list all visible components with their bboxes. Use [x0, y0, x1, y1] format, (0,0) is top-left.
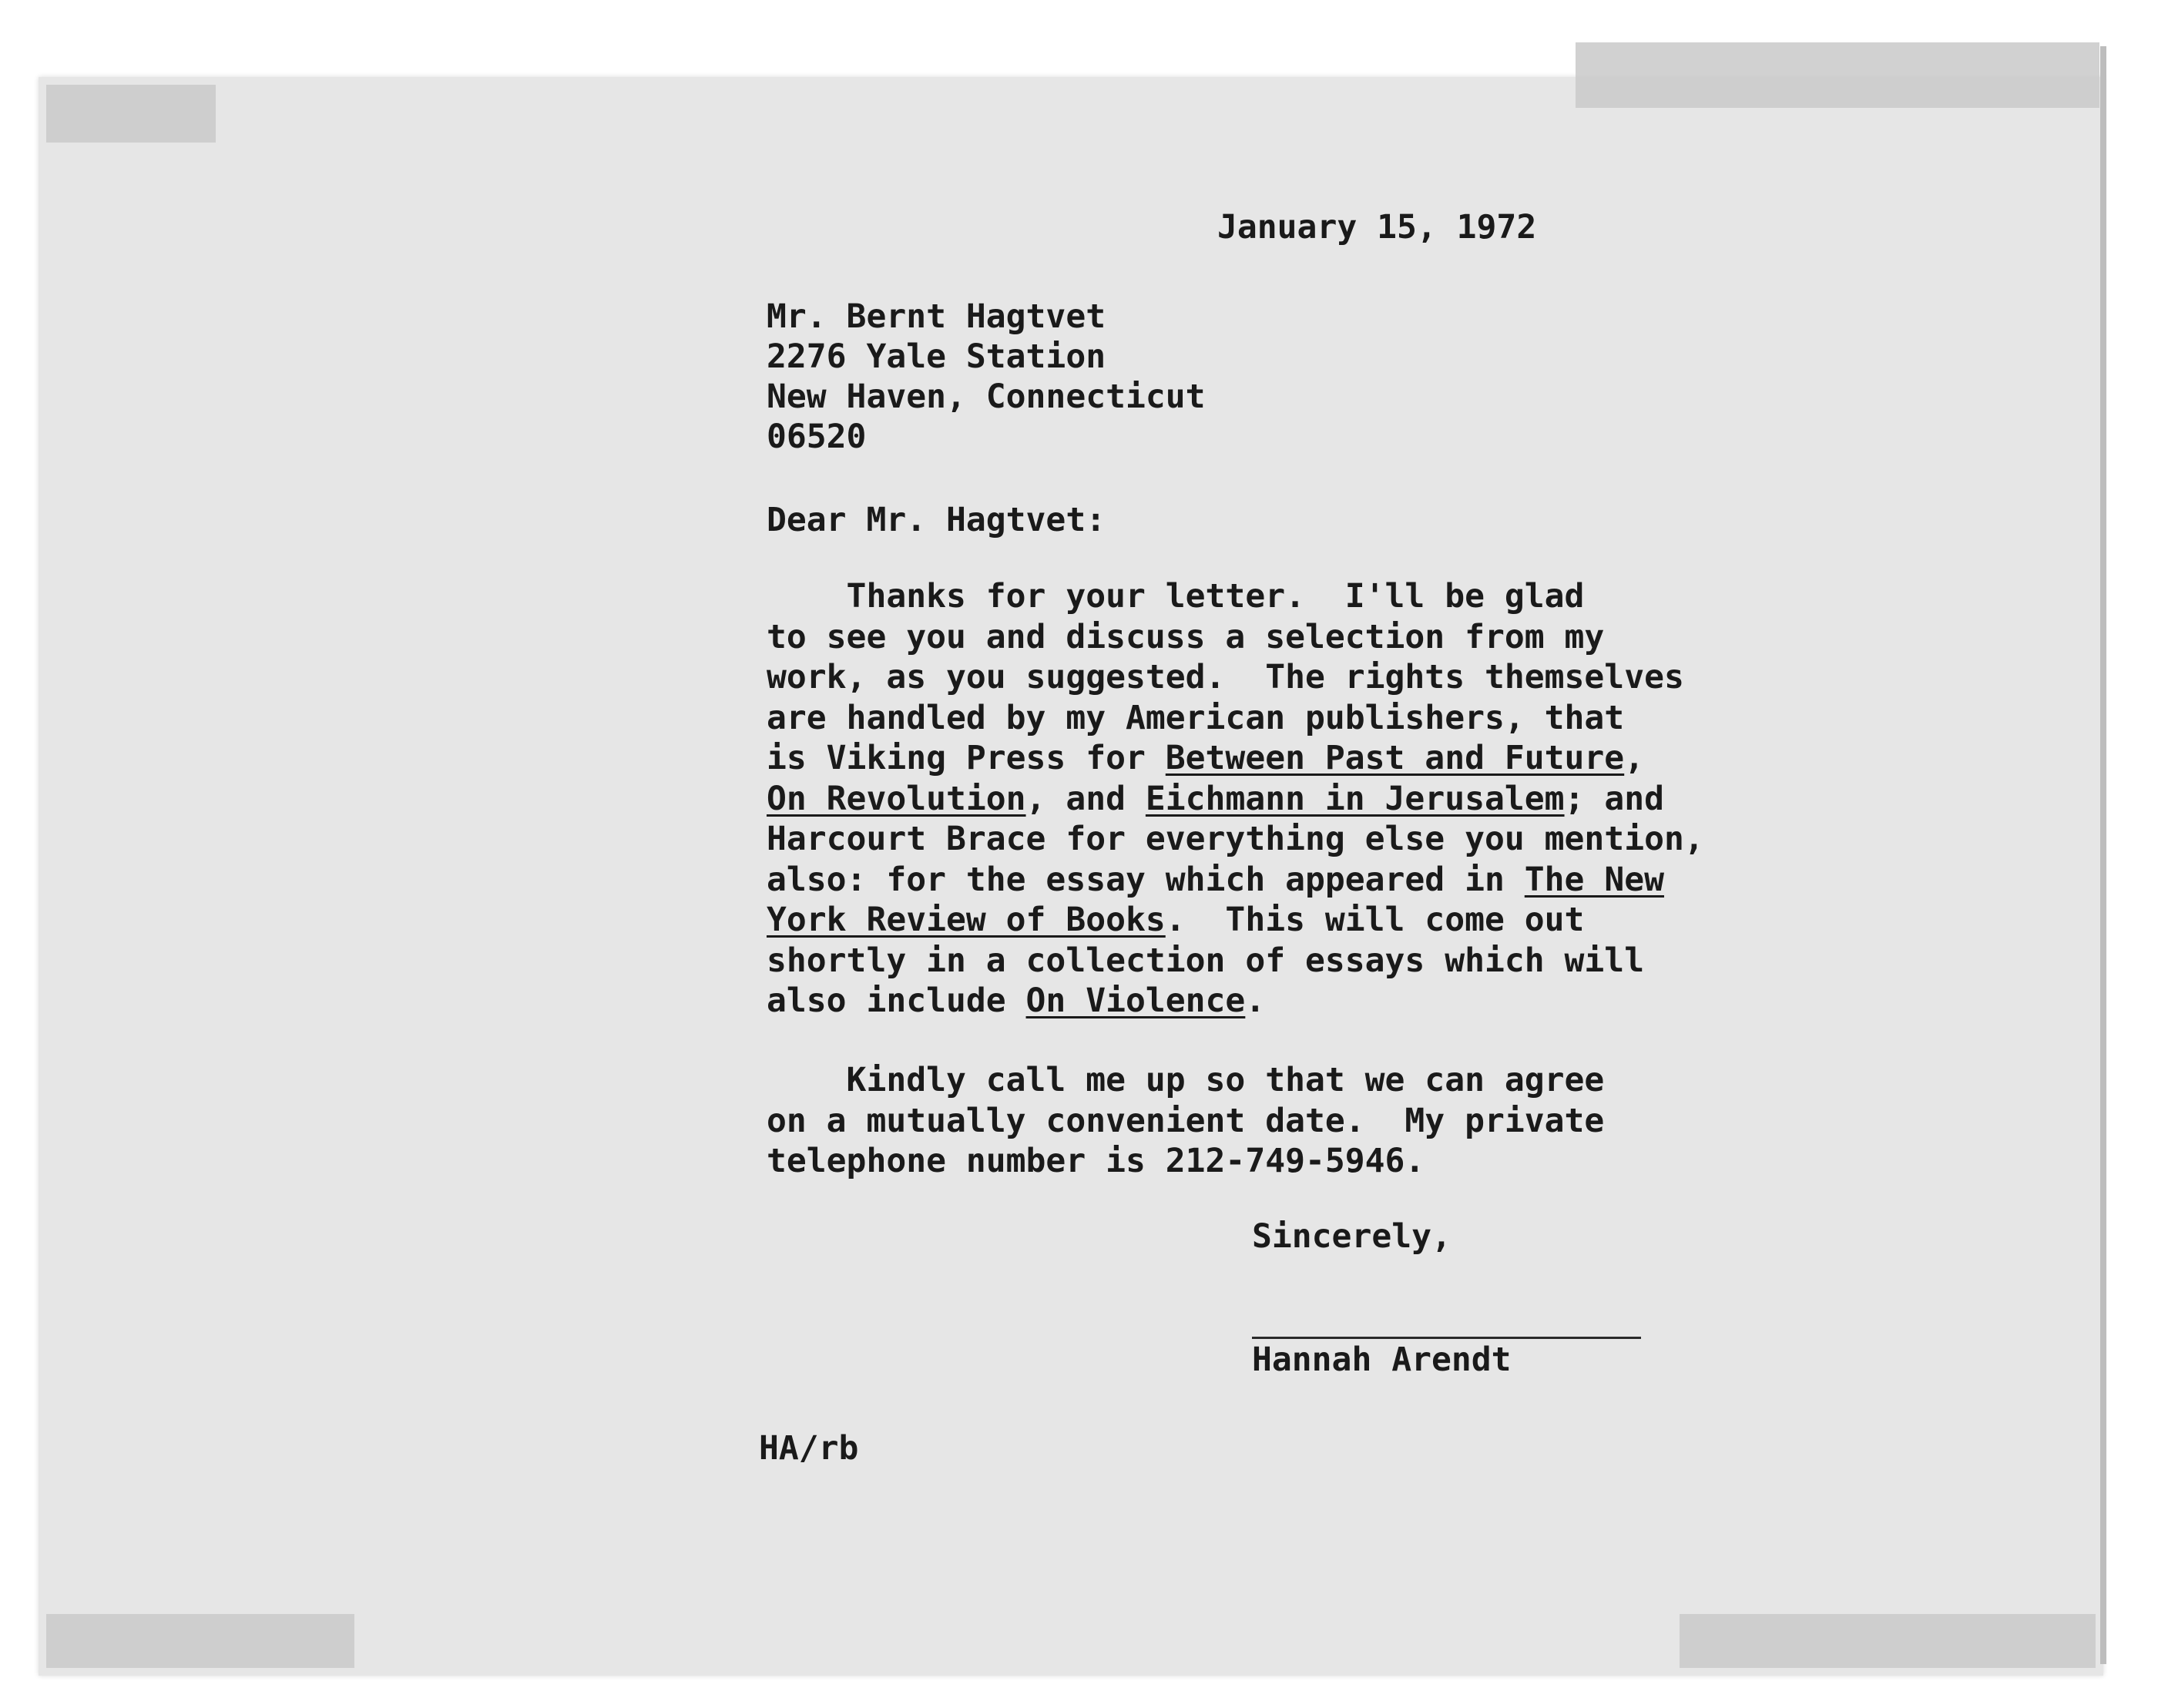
tape-top-left — [46, 85, 216, 143]
paragraph-line: to see you and discuss a selection from my — [767, 617, 1605, 656]
line-text: . — [1245, 982, 1266, 1020]
sheet-edge — [2100, 46, 2106, 1664]
signature-line — [1252, 1337, 1641, 1339]
paragraph-line — [767, 779, 1704, 820]
address-line: 2276 Yale Station — [767, 337, 1106, 376]
typist-initials: HA/rb — [759, 1429, 859, 1468]
book-title: Between Past and Future — [1165, 739, 1625, 777]
closing: Sincerely, — [1252, 1217, 1452, 1256]
line-text: ; and — [1564, 779, 1664, 818]
book-title: On Revolution — [767, 779, 1026, 818]
address-line: New Haven, Connecticut — [767, 378, 1206, 416]
book-title: The New — [1524, 860, 1664, 899]
paragraph-line: Harcourt Brace for everything else you mention, — [767, 820, 1704, 858]
book-title: Eichmann in Jerusalem — [1145, 779, 1565, 818]
tape-bottom-left — [46, 1614, 354, 1668]
salutation: Dear Mr. Hagtvet: — [767, 501, 1106, 539]
paragraph-line: work, as you suggested. The rights themselves — [767, 658, 1684, 696]
paragraph-line: on a mutually convenient date. My private — [767, 1101, 1605, 1140]
line-text: also: for the essay which appeared in — [767, 860, 1525, 899]
line-text: , — [1624, 739, 1645, 777]
paragraph-line — [767, 900, 1704, 941]
signer-name: Hannah Arendt — [1252, 1341, 1512, 1379]
address-line: Mr. Bernt Hagtvet — [767, 297, 1106, 336]
paragraph-line: Kindly call me up so that we can agree — [767, 1061, 1605, 1099]
body-paragraph-2 — [767, 1060, 1604, 1182]
book-title: York Review of Books — [767, 901, 1166, 939]
letter-date: January 15, 1972 — [1217, 208, 1537, 247]
paragraph-line: telephone number is 212-749-5946. — [767, 1142, 1425, 1180]
line-text: , and — [1025, 779, 1146, 818]
paragraph-line: are handled by my American publishers, that — [767, 698, 1625, 737]
address-line: 06520 — [767, 418, 867, 456]
paragraph-line — [767, 860, 1704, 901]
line-text: also include — [767, 982, 1026, 1020]
paragraph-line — [767, 981, 1704, 1022]
tape-top-right — [1576, 42, 2099, 108]
paragraph-line: shortly in a collection of essays which will — [767, 941, 1645, 980]
tape-bottom-right — [1680, 1614, 2096, 1668]
book-title: On Violence — [1025, 982, 1246, 1020]
line-text: . This will come out — [1165, 901, 1585, 939]
paragraph-line — [767, 738, 1704, 779]
paragraph-line: Thanks for your letter. I'll be glad — [767, 577, 1585, 616]
line-text: is Viking Press for — [767, 739, 1166, 777]
body-paragraph-1 — [767, 576, 1704, 1022]
